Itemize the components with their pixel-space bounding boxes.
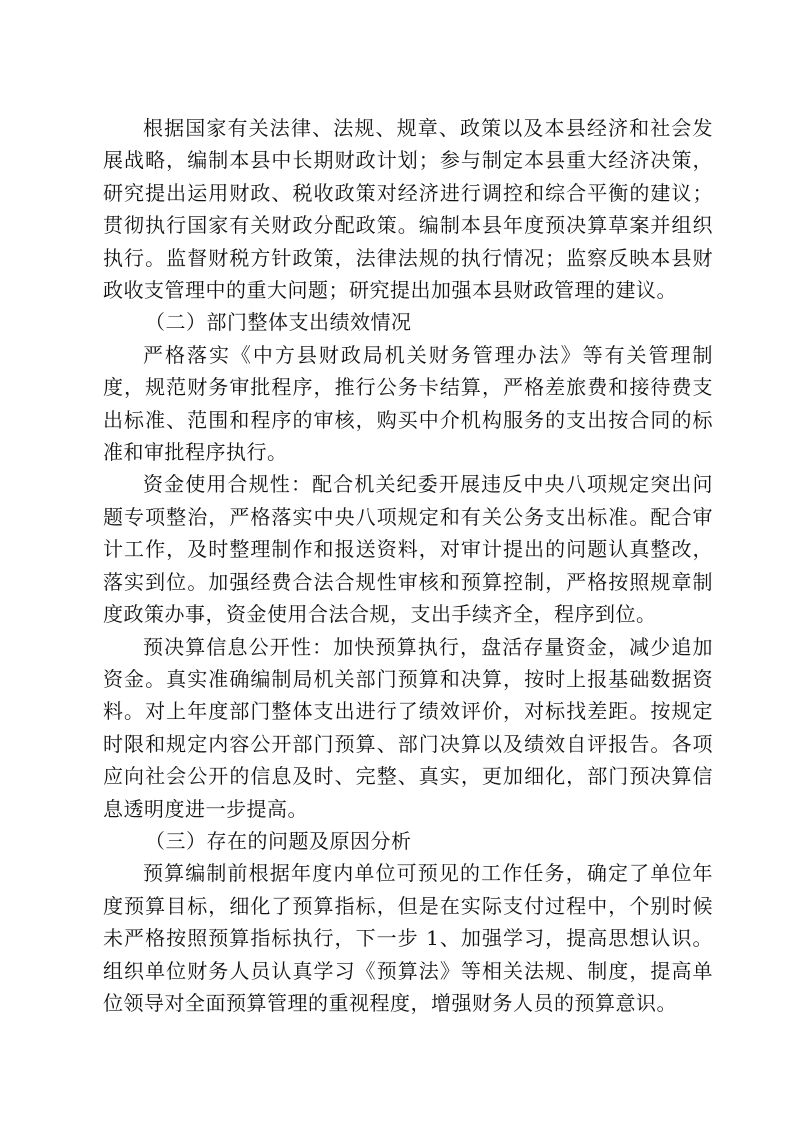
compliance-paragraph: 资金使用合规性：配合机关纪委开展违反中央八项规定突出问题专项整治，严格落实中央八项规定和有关公务支出标准。配合审计工作，及时整理制作和报送资料，对审计提出的问题认真整改，落实到位。加强经费合法合规性审核和预算控制，严格按照规章制度政策办事，资金使用合法合规，支出手续齐全，程序到位。 [103,472,713,627]
section-heading-3: （三）存在的问题及原因分析 [145,828,412,853]
problems-paragraph: 预算编制前根据年度内单位可预见的工作任务，确定了单位年度预算目标，细化了预算指标，但是在实际支付过程中，个别时候未严格按照预算指标执行，下一步 1、加强学习，提高思想认识。组织单位财务人员认真学习《预算法》等相关法规、制度，提高单位领导对全面预算管理的重视程度，增强财务人员的预算意识。 [103,861,713,1015]
intro-paragraph: 根据国家有关法律、法规、规章、政策以及本县经济和社会发展战略，编制本县中长期财政计划；参与制定本县重大经济决策，研究提出运用财政、税收政策对经济进行调控和综合平衡的建议；贯彻执行国家有关财政分配政策。编制本县年度预决算草案并组织执行。监督财税方针政策，法律法规的执行情况；监察反映本县财政收支管理中的重大问题；研究提出加强本县财政管理的建议。 [103,116,713,303]
document-body [103,112,713,1019]
disclosure-paragraph: 预决算信息公开性：加快预算执行，盘活存量资金，减少追加资金。真实准确编制局机关部门预算和决算，按时上报基础数据资料。对上年度部门整体支出进行了绩效评价，对标找差距。按规定时限和规定内容公开部门预算、部门决算以及绩效自评报告。各项应向社会公开的信息及时、完整、真实，更加细化，部门预决算信息透明度进一步提高。 [103,634,713,821]
section-heading-2: （二）部门整体支出绩效情况 [145,310,412,335]
management-paragraph: 严格落实《中方县财政局机关财务管理办法》等有关管理制度，规范财务审批程序，推行公务卡结算，严格差旅费和接待费支出标准、范围和程序的审核，购买中介机构服务的支出按合同的标准和审批程序执行。 [103,342,713,465]
